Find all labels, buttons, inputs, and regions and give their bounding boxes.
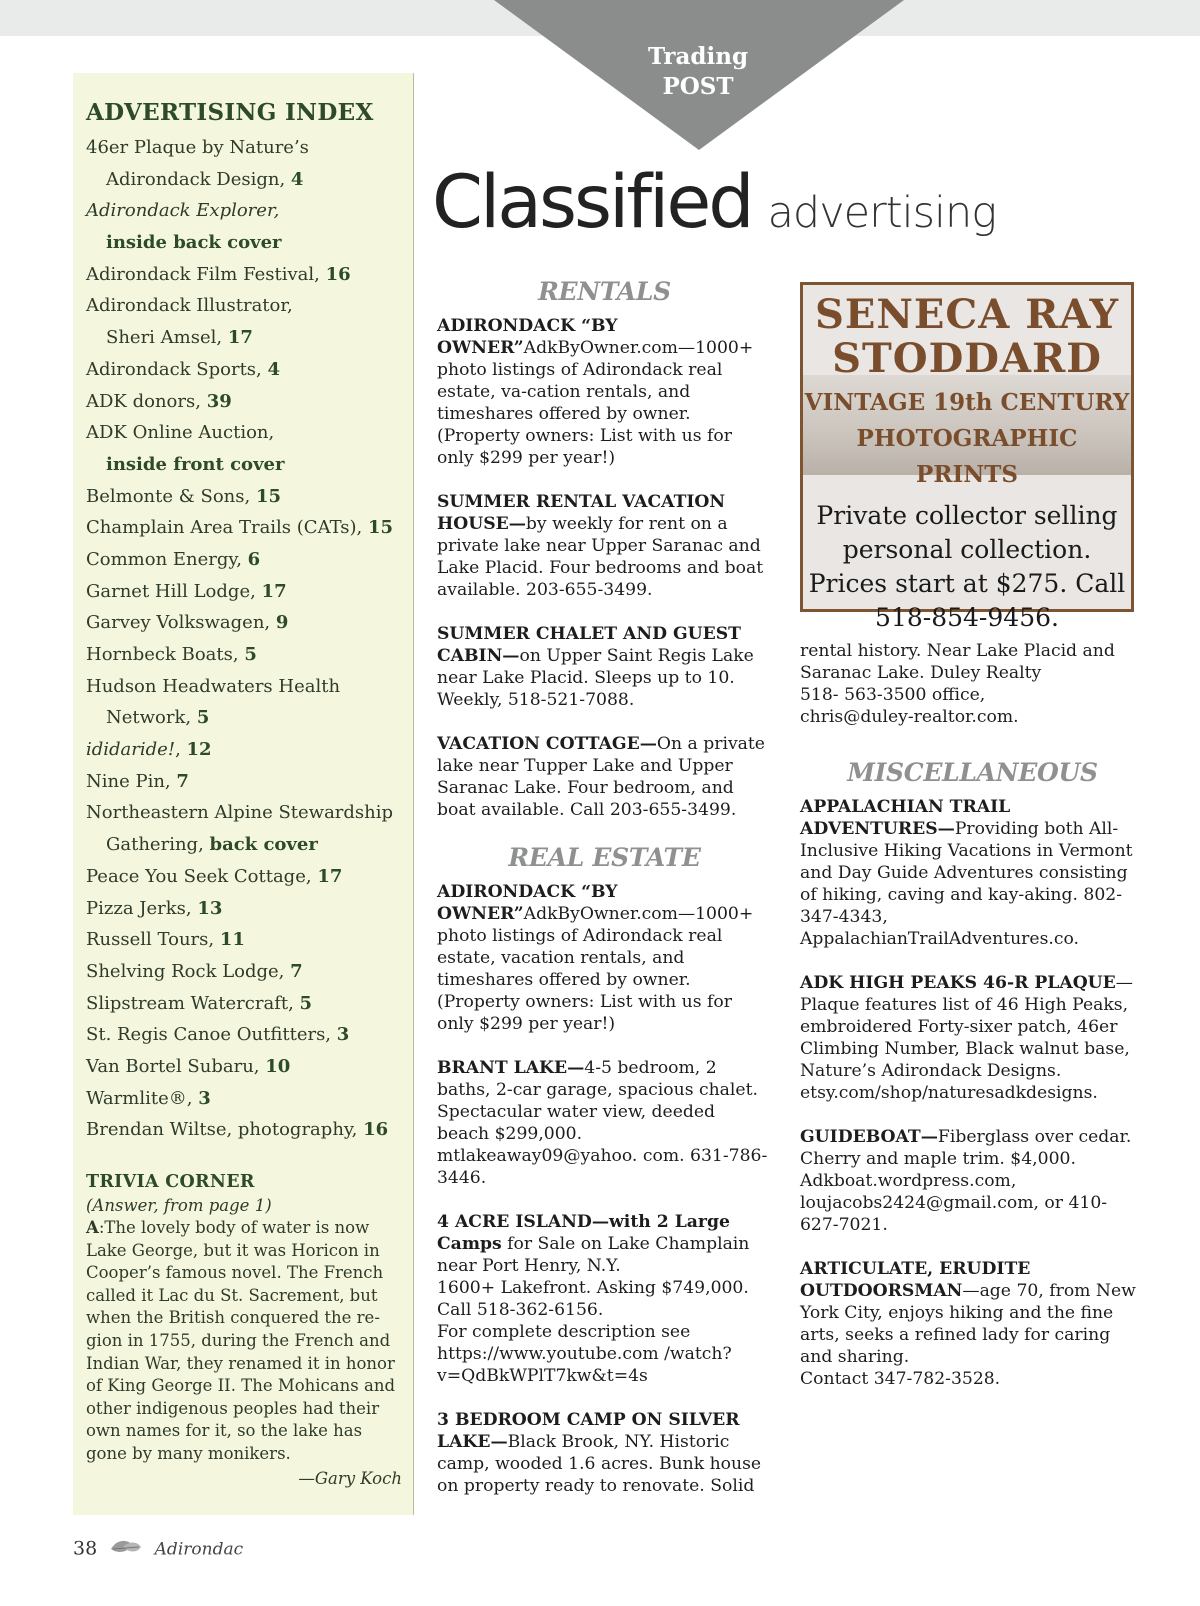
box-ad-line2: PHOTOGRAPHIC PRINTS (856, 425, 1078, 488)
ad-headline: BRANT LAKE— (437, 1058, 585, 1078)
misc-heading: MISCELLANEOUS (847, 758, 1098, 787)
ad-extra-line: 1600+ Lakefront. Asking $749,000. Call 518-362-6156. (437, 1278, 749, 1320)
index-item (86, 639, 408, 671)
index-item-page: 11 (219, 929, 245, 951)
index-item (86, 481, 408, 513)
index-item (86, 322, 408, 354)
banner-line1: Trading (647, 43, 749, 70)
misc-ad (800, 1258, 1145, 1390)
ad-headline: ADIRONDACK “BY OWNER” (437, 882, 618, 924)
ad-body: on Upper Saint Regis Lake near Lake Placid. Sleeps up to 10. Weekly, 518-521-7088. (437, 646, 754, 710)
index-item-page: 10 (265, 1055, 291, 1077)
index-item (86, 1051, 408, 1083)
ad-headline: ADK HIGH PEAKS 46-R PLAQUE (800, 973, 1116, 993)
rental-ad (437, 491, 772, 601)
ad-body: On a private lake near Tupper Lake and Upper Saranac Lake. Four bedroom, and boat available. Call 203-655-3499. (437, 734, 765, 820)
index-item-name: Pizza Jerks, (86, 897, 198, 919)
index-item-page: 15 (255, 485, 281, 507)
continued-line-1: 518- 563-3500 office, (800, 685, 986, 705)
index-item-name: Adirondack Design, (106, 168, 291, 190)
index-item-page: 6 (247, 548, 261, 570)
trivia-corner (86, 1170, 406, 1492)
box-ad-body: Private collector selling personal collection. Prices start at $275. Call 518-854-9456. (808, 501, 1126, 632)
ad-headline: SUMMER RENTAL VACATION HOUSE— (437, 492, 726, 534)
misc-list (800, 796, 1145, 1390)
ad-body: —Plaque features list of 46 High Peaks, embroidered Forty-sixer patch, 46er Climbing Number, Black walnut base, Nature’s Adirondack Designs. (800, 973, 1133, 1081)
index-item (86, 227, 408, 259)
index-item (86, 893, 408, 925)
title-advertising: advertising (767, 188, 997, 238)
right-column (800, 640, 1145, 1412)
rentals-list (437, 315, 772, 821)
index-item-separator: , (175, 739, 187, 761)
trivia-title: TRIVIA CORNER (86, 1172, 255, 1192)
index-item-name: ididaride! (86, 739, 176, 761)
index-item (86, 354, 408, 386)
index-item-name: Brendan Wiltse, photography, (86, 1119, 364, 1141)
real-estate-heading: REAL ESTATE (508, 843, 701, 872)
index-item-location: inside front cover (106, 453, 285, 475)
index-item (86, 702, 408, 734)
index-item (86, 829, 408, 861)
ad-headline: SUMMER CHALET AND GUEST CABIN— (437, 624, 741, 666)
index-item (86, 1019, 408, 1051)
ad-headline: 4 ACRE ISLAND—with 2 Large Camps (437, 1212, 730, 1254)
index-item-name: Garnet Hill Lodge, (86, 580, 262, 602)
index-item-page: 12 (186, 739, 212, 761)
index-title: ADVERTISING INDEX (86, 99, 374, 126)
index-item (86, 386, 408, 418)
index-item-page: 5 (196, 707, 210, 729)
index-item-name: Russell Tours, (86, 929, 220, 951)
index-item-name: Garvey Volkswagen, (86, 612, 276, 634)
trivia-text (86, 1217, 406, 1466)
index-item-page: 17 (227, 327, 253, 349)
index-item-name: Champlain Area Trails (CATs), (86, 517, 368, 539)
ad-body: —age 70, from New York City, enjoys hiking and the fine arts, seeks a refined lady for caring and sharing. (800, 1281, 1136, 1367)
banner-line2: POST (662, 73, 734, 100)
index-item-name: ADK Online Auction, (86, 422, 275, 444)
index-item-name: Adirondack Explorer, (86, 200, 280, 222)
real-estate-ad (437, 1211, 772, 1387)
index-item-name: Network, (106, 707, 197, 729)
index-item (86, 1114, 408, 1146)
rental-ad (437, 315, 772, 469)
ad-body: 4-5 bedroom, 2 baths, 2-car garage, spacious chalet. Spectacular water view, deeded beach $299,000. mtlakeaway09@yahoo. com. 631-786-3446. (437, 1058, 768, 1188)
ad-body: AdkByOwner.com—1000+ photo listings of Adirondack real estate, va-cation rentals, and timeshares offered by owner. (Property owners: List with us for only $299 per year!) (437, 338, 754, 468)
index-item (86, 797, 408, 829)
misc-ad (800, 1126, 1145, 1236)
misc-ad (800, 796, 1145, 950)
index-item (86, 417, 408, 449)
index-item-name: Gathering, (106, 834, 210, 856)
index-item-name: Hudson Headwaters Health (86, 675, 341, 697)
ad-headline: GUIDEBOAT— (800, 1127, 938, 1147)
index-item-page: 4 (267, 358, 281, 380)
index-item-name: Nine Pin, (86, 770, 177, 792)
box-ad-line1: VINTAGE 19th CENTURY (804, 389, 1130, 416)
ad-headline: ADIRONDACK “BY OWNER” (437, 316, 618, 358)
index-item-page: 16 (325, 263, 351, 285)
index-item-name: Shelving Rock Lodge, (86, 960, 291, 982)
index-item (86, 861, 408, 893)
index-item-name: Warmlite®, (86, 1087, 199, 1109)
index-item (86, 734, 408, 766)
ad-body: AdkByOwner.com—1000+ photo listings of Adirondack real estate, vacation rentals, and timeshares offered by owner. (Property owners: List with us for only $299 per year!) (437, 904, 754, 1034)
misc-ad (800, 972, 1145, 1104)
page-number: 38 (73, 1537, 98, 1560)
index-item-page: 5 (299, 992, 313, 1014)
index-item (86, 195, 408, 227)
index-item (86, 671, 408, 703)
index-item-page: 16 (363, 1119, 389, 1141)
index-item-name: 46er Plaque by Nature’s (86, 137, 309, 158)
continued-listing (800, 640, 1145, 728)
rental-ad (437, 623, 772, 711)
ad-body: by weekly for rent on a private lake near Upper Saranac and Lake Placid. Four bedrooms and boat available. 203-655-3499. (437, 514, 764, 600)
index-item-location: inside back cover (106, 232, 282, 254)
index-item-name: Adirondack Illustrator, (86, 295, 293, 317)
index-item-page: 17 (261, 580, 287, 602)
index-item-page: back cover (209, 834, 318, 856)
index-list (86, 132, 408, 1146)
index-item-name: Slipstream Watercraft, (86, 992, 300, 1014)
index-item (86, 766, 408, 798)
index-item (86, 576, 408, 608)
index-item-page: 4 (290, 168, 304, 190)
index-item-page: 17 (317, 865, 343, 887)
ad-extra-line: Contact 347-782-3528. (800, 1369, 1001, 1389)
index-item (86, 512, 408, 544)
ad-body: Black Brook, NY. Historic camp, wooded 1.6 acres. Bunk house on property ready to renovate. Solid (437, 1432, 762, 1496)
stoddard-box-ad (800, 282, 1134, 632)
ad-body: Fiberglass over cedar. Cherry and maple trim. $4,000. Adkboat.wordpress.com, loujacobs2424@gmail.com, or 410-627-7021. (800, 1127, 1132, 1235)
rentals-heading: RENTALS (538, 277, 671, 306)
index-item (86, 259, 408, 291)
index-item (86, 924, 408, 956)
real-estate-ad (437, 881, 772, 1035)
index-item-name: Northeastern Alpine Stewardship (86, 802, 394, 824)
leaf-logo-icon (109, 1537, 143, 1562)
real-estate-ad (437, 1409, 772, 1497)
index-item-page: 39 (206, 390, 232, 412)
index-item-name: Van Bortel Subaru, (86, 1055, 266, 1077)
ad-body: for Sale on Lake Champlain near Port Henry, N.Y. (437, 1234, 750, 1276)
index-item (86, 956, 408, 988)
real-estate-ad (437, 1057, 772, 1189)
ad-body: Providing both All-Inclusive Hiking Vacations in Vermont and Day Guide Adventures consisting of hiking, caving and kay-aking. 802-347-4343, AppalachianTrailAdventures.co. (800, 819, 1133, 949)
ad-headline: VACATION COTTAGE— (437, 734, 657, 754)
index-item-name: Adirondack Film Festival, (86, 263, 326, 285)
banner-label (590, 42, 806, 102)
continued-text: rental history. Near Lake Placid and Saranac Lake. Duley Realty (800, 641, 1115, 683)
box-ad-name: SENECA RAY STODDARD (814, 291, 1120, 382)
index-item-name: Common Energy, (86, 548, 248, 570)
page-title (432, 160, 996, 245)
rental-ad (437, 733, 772, 821)
magazine-name: Adirondac (154, 1539, 244, 1560)
index-item-page: 5 (244, 644, 257, 665)
index-item-page: 15 (367, 517, 394, 539)
ad-headline: APPALACHIAN TRAIL ADVENTURES— (800, 797, 1011, 839)
ad-headline: 3 BEDROOM CAMP ON SILVER LAKE— (437, 1410, 740, 1452)
index-item-page: 7 (290, 960, 303, 982)
index-item-page: 3 (336, 1024, 350, 1046)
real-estate-list (437, 881, 772, 1497)
trivia-signature: —Gary Koch (298, 1468, 402, 1488)
index-item (86, 164, 408, 196)
index-item-name: Belmonte & Sons, (86, 485, 256, 507)
box-ad-vintage (803, 385, 1131, 493)
index-item-name: St. Regis Canoe Outfitters, (86, 1024, 337, 1046)
trivia-answer-label: A (86, 1218, 99, 1237)
trivia-answer: :The lovely body of water is now Lake George, but it was Horicon in Cooper’s famous novel. The French called it Lac du St. Sacrement, but when the British conquered the re-gion in 1755, during the French and Indian War, they renamed it in honor of King George II. The Mohicans and other indigenous peoples had their own names for it, so the lake has gone by many monikers. (86, 1218, 396, 1463)
index-item-name: Adirondack Sports, (86, 358, 268, 380)
index-item-name: Hornbeck Boats, (86, 644, 245, 665)
index-item (86, 290, 408, 322)
index-item (86, 544, 408, 576)
index-item (86, 1083, 408, 1115)
middle-column (437, 277, 772, 1519)
ad-extra-line: etsy.com/shop/naturesadkdesigns. (800, 1083, 1098, 1103)
index-item (86, 449, 408, 481)
ad-headline: ARTICULATE, ERUDITE OUTDOORSMAN (800, 1259, 1031, 1301)
index-item-name: Peace You Seek Cottage, (86, 865, 318, 887)
index-item (86, 607, 408, 639)
index-item-page: 3 (198, 1087, 211, 1109)
page-footer (73, 1537, 243, 1562)
index-item-name: Sheri Amsel, (106, 327, 228, 349)
advertising-index-panel (73, 73, 414, 1515)
ad-extra-line: For complete description see https://www.youtube.com /watch?v=QdBkWPlT7kw&t=4s (437, 1322, 732, 1386)
trivia-subtitle: (Answer, from page 1) (86, 1196, 272, 1215)
index-item-name: ADK donors, (86, 390, 207, 412)
index-item-page: 13 (197, 897, 223, 919)
title-classified: Classified (432, 160, 752, 245)
continued-line-2: chris@duley-realtor.com. (800, 707, 1019, 727)
index-item-page: 9 (275, 612, 289, 634)
index-item-page: 7 (176, 770, 189, 792)
index-item (86, 132, 408, 164)
index-item (86, 988, 408, 1020)
